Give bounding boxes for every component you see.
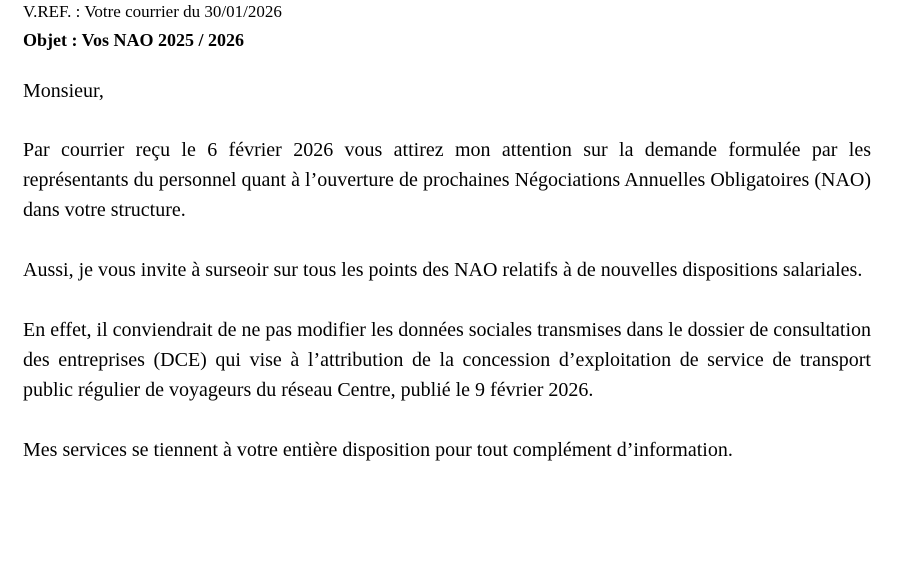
salutation: Monsieur,: [23, 80, 104, 102]
letter-body: [23, 0, 871, 465]
reference-line: V.REF. : Votre courrier du 30/01/2026: [23, 2, 282, 21]
subject-line: Objet : Vos NAO 2025 / 2026: [23, 30, 245, 50]
paragraph-closing: Mes services se tiennent à votre entière disposition pour tout complément d’information.: [23, 439, 733, 461]
paragraph-request: Par courrier reçu le 6 février 2026 vous attirez mon attention sur la demande formulée par les représentants du personnel quant à l’ouverture de prochaines Négociations Annuelles Obligatoires (NAO) dans votre structure.: [23, 139, 871, 221]
paragraph-invitation: Aussi, je vous invite à surseoir sur tous les points des NAO relatifs à de nouvelles dispositions salariales.: [23, 259, 863, 281]
paragraph-justification: En effet, il conviendrait de ne pas modifier les données sociales transmises dans le dossier de consultation des entreprises (DCE) qui vise à l’attribution de la concession d’exploitation de service de transport public régulier de voyageurs du réseau Centre, publié le 9 février 2026.: [23, 319, 871, 401]
